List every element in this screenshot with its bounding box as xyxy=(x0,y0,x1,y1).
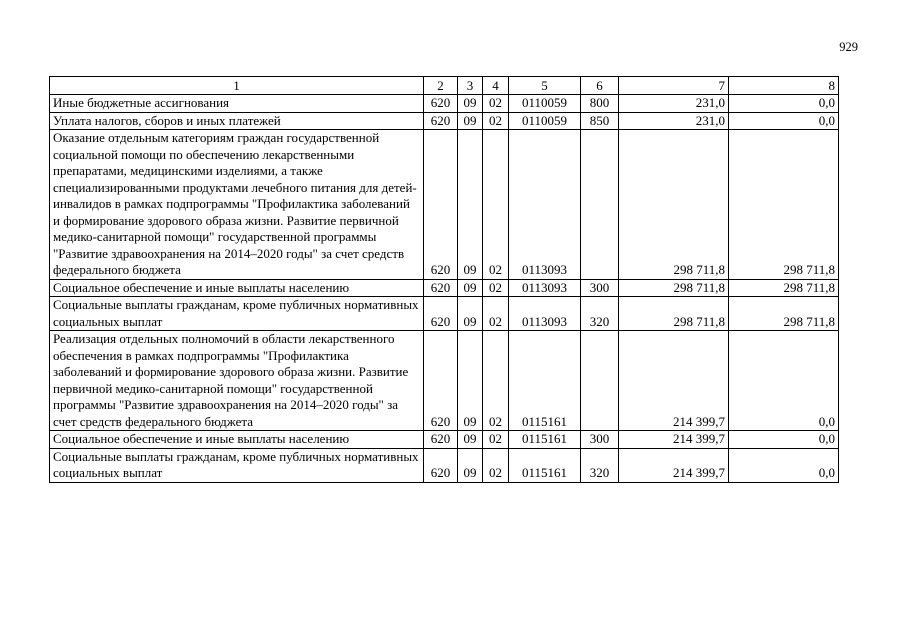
cell-subsection: 02 xyxy=(483,112,509,130)
cell-amount: 298 711,8 xyxy=(619,279,729,297)
cell-target-article: 0115161 xyxy=(509,431,581,449)
row-name: Социальные выплаты гражданам, кроме публичных нормативных социальных выплат xyxy=(50,297,424,331)
cell-section: 09 xyxy=(458,448,483,482)
table-row xyxy=(50,431,839,449)
cell-federal-amount: 0,0 xyxy=(729,331,839,431)
cell-federal-amount: 0,0 xyxy=(729,95,839,113)
row-name: Оказание отдельным категориям граждан государственной социальной помощи по обеспечению лекарственными препаратами, медицинскими изделиями, а также специализированными продуктами лечебного питания для детей-инвалидов в рамках подпрограммы "Профилактика заболеваний и формирование здорового образа жизни. Развитие первичной медико-санитарной помощи" государственной программы "Развитие здравоохранения на 2014–2020 годы" за счет средств федерального бюджета xyxy=(50,130,424,280)
cell-target-article: 0113093 xyxy=(509,279,581,297)
cell-target-article: 0110059 xyxy=(509,95,581,113)
cell-ministry: 620 xyxy=(424,112,458,130)
cell-amount: 231,0 xyxy=(619,95,729,113)
cell-ministry: 620 xyxy=(424,331,458,431)
cell-federal-amount: 0,0 xyxy=(729,431,839,449)
cell-section: 09 xyxy=(458,297,483,331)
cell-ministry: 620 xyxy=(424,95,458,113)
cell-target-article: 0115161 xyxy=(509,331,581,431)
row-name: Иные бюджетные ассигнования xyxy=(50,95,424,113)
cell-target-article: 0110059 xyxy=(509,112,581,130)
row-name: Уплата налогов, сборов и иных платежей xyxy=(50,112,424,130)
column-header-8: 8 xyxy=(729,77,839,95)
cell-amount: 298 711,8 xyxy=(619,130,729,280)
page-number: 929 xyxy=(839,40,858,54)
cell-subsection: 02 xyxy=(483,297,509,331)
cell-subsection: 02 xyxy=(483,130,509,280)
cell-expense-type: 300 xyxy=(581,431,619,449)
table-row xyxy=(50,297,839,331)
column-header-2: 2 xyxy=(424,77,458,95)
cell-expense-type: 320 xyxy=(581,297,619,331)
cell-amount: 298 711,8 xyxy=(619,297,729,331)
table-row xyxy=(50,95,839,113)
row-name: Социальные выплаты гражданам, кроме публичных нормативных социальных выплат xyxy=(50,448,424,482)
cell-ministry: 620 xyxy=(424,279,458,297)
column-header-3: 3 xyxy=(458,77,483,95)
cell-target-article: 0113093 xyxy=(509,130,581,280)
cell-expense-type: 800 xyxy=(581,95,619,113)
cell-target-article: 0115161 xyxy=(509,448,581,482)
table-row xyxy=(50,130,839,280)
row-name: Реализация отдельных полномочий в области лекарственного обеспечения в рамках подпрограммы "Профилактика заболеваний и формирование здорового образа жизни. Развитие первичной медико-санитарной помощи" государственной программы "Развитие здравоохранения на 2014–2020 годы" за счет средств федерального бюджета xyxy=(50,331,424,431)
cell-section: 09 xyxy=(458,431,483,449)
table-row xyxy=(50,112,839,130)
table-row xyxy=(50,448,839,482)
cell-subsection: 02 xyxy=(483,279,509,297)
cell-amount: 214 399,7 xyxy=(619,431,729,449)
cell-section: 09 xyxy=(458,130,483,280)
cell-amount: 214 399,7 xyxy=(619,448,729,482)
cell-subsection: 02 xyxy=(483,448,509,482)
cell-federal-amount: 298 711,8 xyxy=(729,279,839,297)
cell-ministry: 620 xyxy=(424,130,458,280)
row-name: Социальное обеспечение и иные выплаты населению xyxy=(50,431,424,449)
column-header-5: 5 xyxy=(509,77,581,95)
cell-ministry: 620 xyxy=(424,448,458,482)
cell-ministry: 620 xyxy=(424,297,458,331)
cell-expense-type xyxy=(581,130,619,280)
cell-federal-amount: 298 711,8 xyxy=(729,130,839,280)
cell-section: 09 xyxy=(458,331,483,431)
column-header-1: 1 xyxy=(50,77,424,95)
cell-amount: 231,0 xyxy=(619,112,729,130)
table-row xyxy=(50,279,839,297)
cell-federal-amount: 298 711,8 xyxy=(729,297,839,331)
header-row xyxy=(50,77,839,95)
cell-expense-type: 850 xyxy=(581,112,619,130)
cell-subsection: 02 xyxy=(483,431,509,449)
cell-section: 09 xyxy=(458,95,483,113)
column-header-6: 6 xyxy=(581,77,619,95)
cell-subsection: 02 xyxy=(483,331,509,431)
table-row xyxy=(50,331,839,431)
cell-amount: 214 399,7 xyxy=(619,331,729,431)
cell-expense-type xyxy=(581,331,619,431)
cell-expense-type: 300 xyxy=(581,279,619,297)
column-header-4: 4 xyxy=(483,77,509,95)
cell-section: 09 xyxy=(458,112,483,130)
cell-federal-amount: 0,0 xyxy=(729,112,839,130)
cell-subsection: 02 xyxy=(483,95,509,113)
column-header-7: 7 xyxy=(619,77,729,95)
cell-target-article: 0113093 xyxy=(509,297,581,331)
cell-section: 09 xyxy=(458,279,483,297)
row-name: Социальное обеспечение и иные выплаты населению xyxy=(50,279,424,297)
cell-ministry: 620 xyxy=(424,431,458,449)
budget-table xyxy=(49,76,839,483)
cell-federal-amount: 0,0 xyxy=(729,448,839,482)
cell-expense-type: 320 xyxy=(581,448,619,482)
